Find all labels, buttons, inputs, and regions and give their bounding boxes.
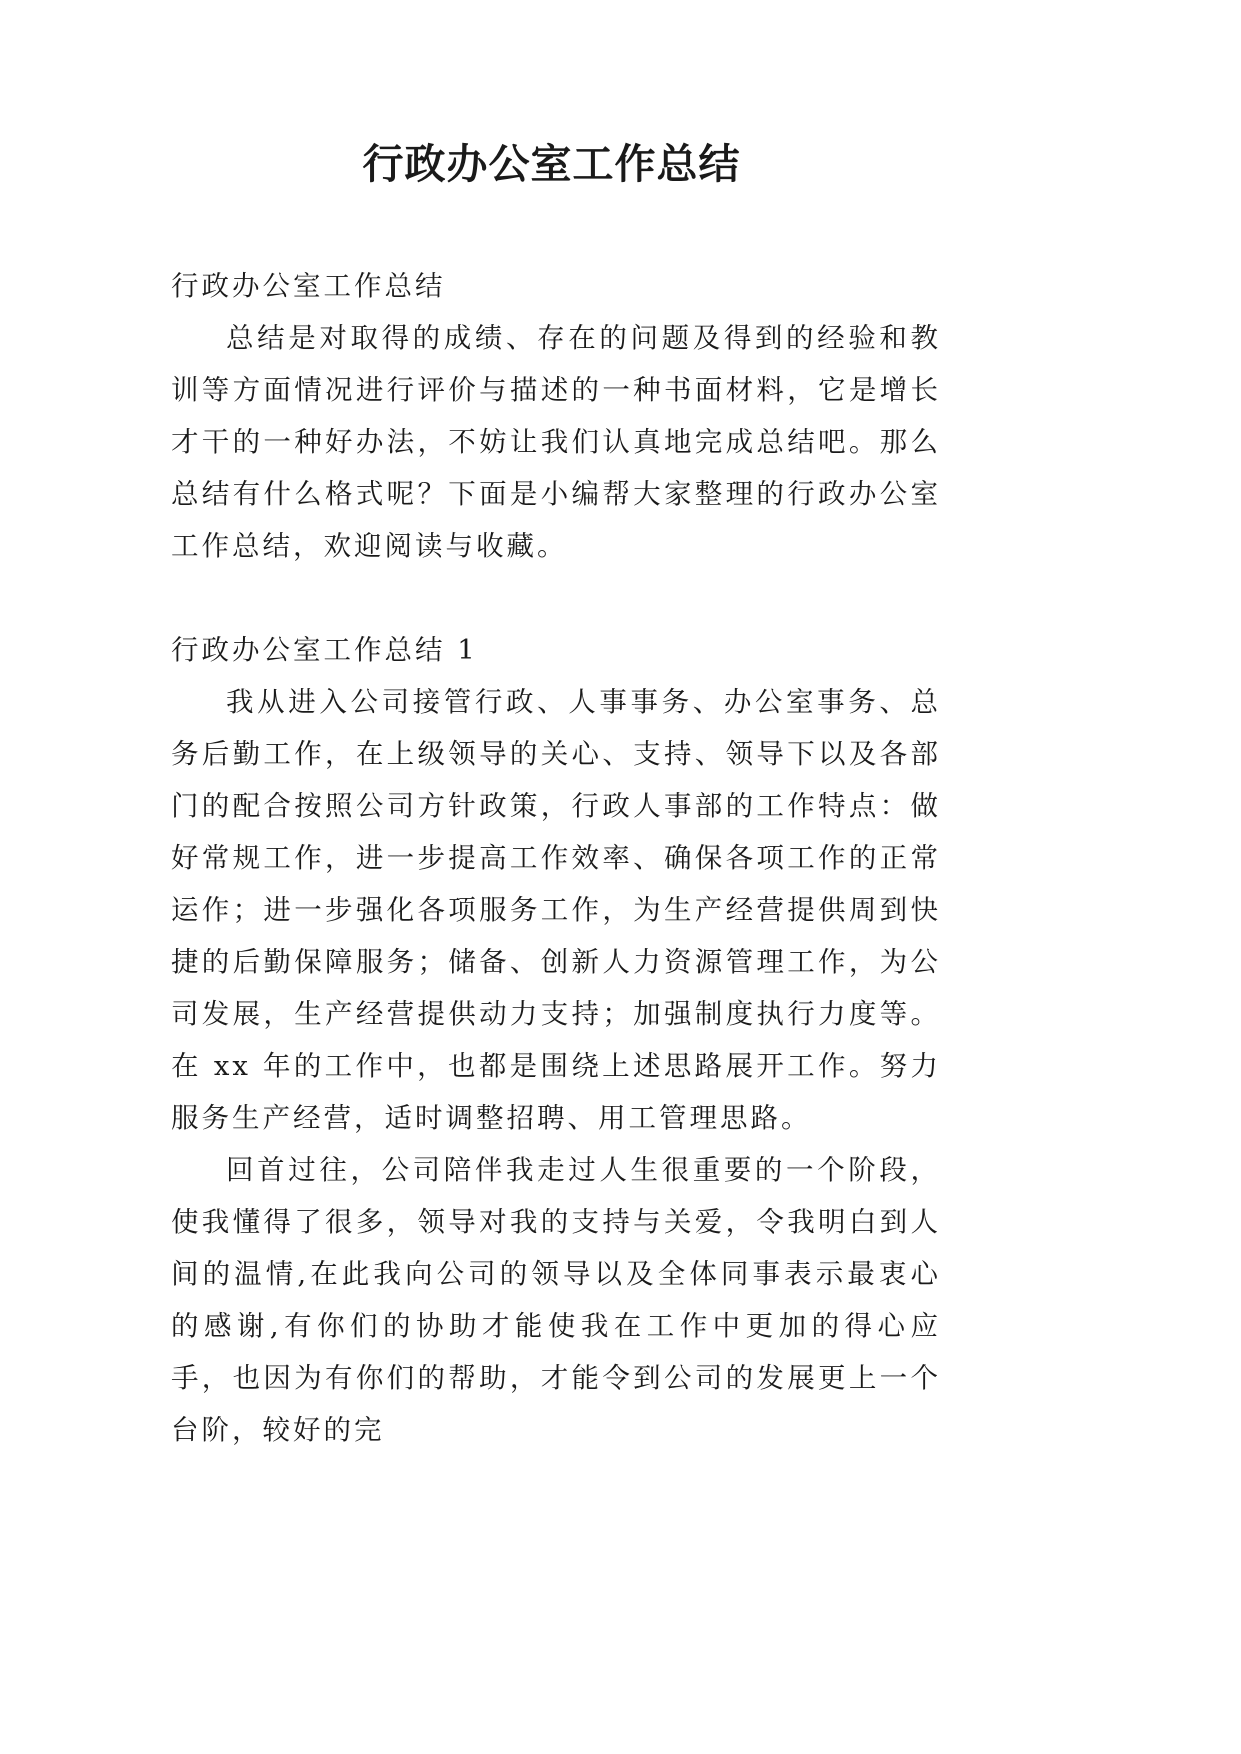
section1-paragraph-1: 我从进入公司接管行政、人事事务、办公室事务、总务后勤工作，在上级领导的关心、支持、领导下以及各部门的配合按照公司方针政策，行政人事部的工作特点：做好常规工作，进一步提高工作效率、确保各项工作的正常运作；进一步强化各项服务工作，为生产经营提供周到快捷的后勤保障服务；储备、创新人力资源管理工作，为公司发展，生产经营提供动力支持；加强制度执行力度等。在 xx 年的工作中，也都是围绕上述思路展开工作。努力服务生产经营，适时调整招聘、用工管理思路。 — [171, 686, 941, 1134]
intro-paragraph: 总结是对取得的成绩、存在的问题及得到的经验和教训等方面情况进行评价与描述的一种书面材料，它是增长才干的一种好办法，不妨让我们认真地完成总结吧。那么总结有什么格式呢？下面是小编帮大家整理的行政办公室工作总结，欢迎阅读与收藏。 — [171, 322, 941, 562]
section1-paragraph-2: 回首过往，公司陪伴我走过人生很重要的一个阶段，使我懂得了很多，领导对我的支持与关爱，令我明白到人间的温情,在此我向公司的领导以及全体同事表示最衷心的感谢,有你们的协助才能使我在工作中更加的得心应手，也因为有你们的帮助，才能令到公司的发展更上一个台阶，较好的完 — [171, 1154, 941, 1446]
intro-heading: 行政办公室工作总结 — [171, 270, 446, 302]
document-title: 行政办公室工作总结 — [362, 140, 741, 188]
section1-heading: 行政办公室工作总结 1 — [171, 634, 478, 666]
section-spacer — [171, 572, 941, 624]
document-body — [171, 260, 941, 1456]
